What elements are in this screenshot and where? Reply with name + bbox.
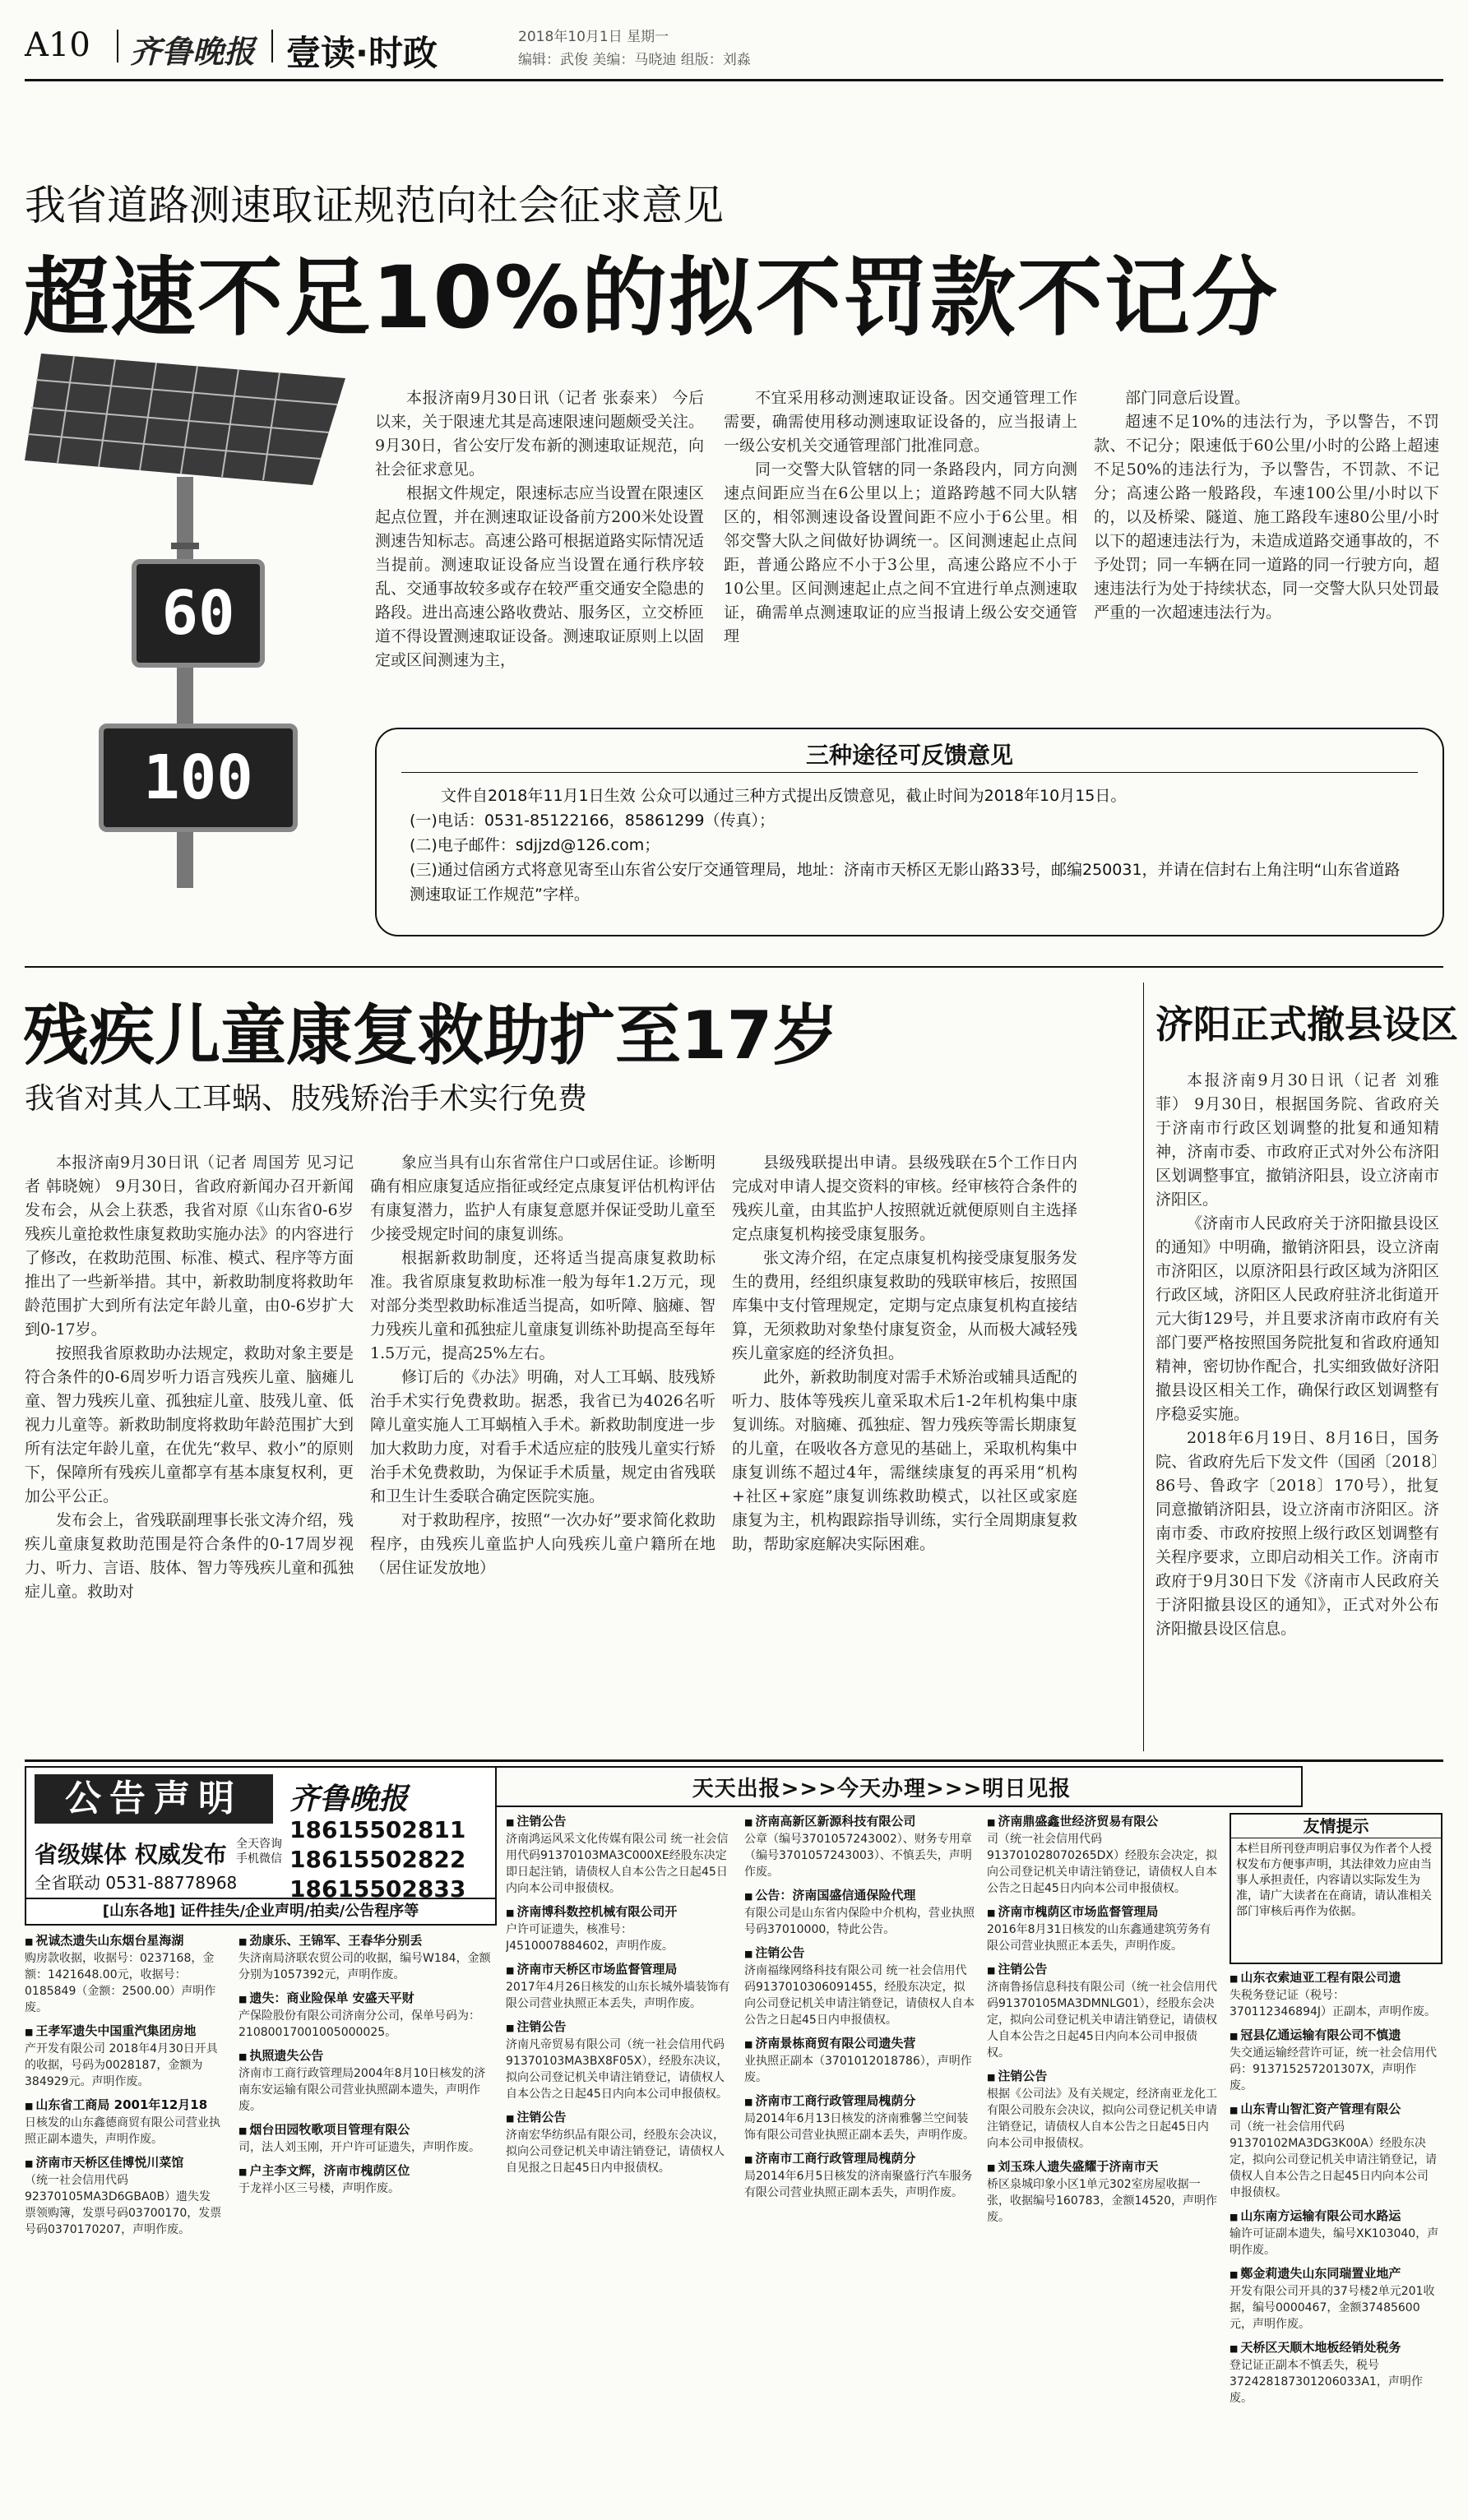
story1-paragraph: 部门同意后设置。 xyxy=(1125,389,1251,407)
ad-item: ■ 烟台田园牧歌项目管理有限公 司，法人刘玉刚，开户许可证遗失，声明作废。 xyxy=(238,2121,493,2156)
ad-item: ■ 执照遗失公告 济南市工商行政管理局2004年8月10日核发的济南东安运输有限公司营业执照副本遗失，声明作废。 xyxy=(238,2047,493,2115)
ad-item: ■ 户主李文辉，济南市槐荫区位 于龙祥小区三号楼，声明作废。 xyxy=(238,2162,493,2197)
section-rule-2 xyxy=(25,1759,1443,1762)
story3-column xyxy=(1155,1069,1439,1751)
feedback-letter: (三)通过信函方式将意见寄至山东省公安厅交通管理局，地址：济南市天桥区无影山路33号，邮编250031，并请在信封右上角注明“山东省道路测速取证工作规范”字样。 xyxy=(410,861,1401,904)
story2-column-2 xyxy=(370,1151,715,1747)
ad-item: ■ 济南市槐荫区市场监督管理局 2016年8月31日核发的山东鑫通建筑劳务有限公司营业执照正本丢失，声明作废。 xyxy=(987,1903,1217,1954)
ad-column-1 xyxy=(25,1932,222,2508)
notice-categories: [山东各地] 证件挂失/企业声明/拍卖/公告程序等 xyxy=(26,1898,495,1924)
story1-headline: 超速不足10%的拟不罚款不记分 xyxy=(23,247,1279,348)
story2-headline: 残疾儿童康复救助扩至17岁 xyxy=(23,997,839,1074)
feedback-box-body xyxy=(410,784,1410,907)
story1-paragraph: 超速不足10%的违法行为，予以警告，不罚款、不记分；限速低于60公里/小时的公路上超速不足50%的违法行为，予以警告，不罚款、不记分；高速公路一般路段，车速100公里/小时以下的，以及桥梁、隧道、施工路段车速80公里/小时以下的超速违法行为，未造成道路交通事故的，不予处罚；同一车辆在同一道路的同一行驶方向，超速违法行为处于持续状态，同一交警大队只处罚最严重的一次超速违法行为。 xyxy=(1094,413,1439,622)
ad-item: ■ 注销公告 济南鲁扬信息科技有限公司（统一社会信用代码91370105MA3DMNLG01），经股东会决定，拟向公司登记机关申请注销登记，请债权人自本公告之日起45日内向本公司申报债权。 xyxy=(987,1961,1217,2061)
story2-paragraph: 县级残联提出申请。县级残联在5个工作日内完成对申请人提交资料的审核。经审核符合条件的残疾儿童，由其监护人按照就近就便原则自主选择定点康复机构接受康复服务。 xyxy=(732,1154,1077,1243)
ad-column-2 xyxy=(238,1932,493,2508)
page-number: A10 xyxy=(25,26,90,64)
ad-item: ■ 济南高新区新源科技有限公司 公章（编号3701057243002）、财务专用章（编号3701057243003）、不慎丢失，声明作废。 xyxy=(744,1813,975,1880)
speed-sign-100 xyxy=(99,724,298,832)
ad-item: ■ 冠县亿通运输有限公司不慎遗 失交通运输经营许可证，统一社会信用代码：913715257201307X，声明作废。 xyxy=(1230,2027,1439,2094)
story2-paragraph: 按照我省原救助办法规定，救助对象主要是符合条件的0-6周岁听力语言残疾儿童、脑瘫儿童、智力残疾儿童、孤独症儿童、肢残儿童、低视力儿童等。新救助制度将救助年龄范围扩大到所有法定年龄儿童，在优先“救早、救小”的原则下，保障所有残疾儿童都享有基本康复权利，更加公平公正。 xyxy=(25,1344,354,1505)
ad-column-3 xyxy=(506,1813,732,2508)
ad-item: ■ 祝诚杰遗失山东烟台星海湖 购房款收据，收据号：0237168，金额：1421648.00元，收据号：0185849（金额：2500.00）声明作废。 xyxy=(25,1932,222,2016)
ad-item: ■ 鄭金莉遗失山东同瑞置业地产 开发有限公司开具的37号楼2单元201收据，编号0000467，金额37485600元，声明作废。 xyxy=(1230,2265,1439,2333)
story2-paragraph: 张文涛介绍，在定点康复机构接受康复服务发生的费用，经组织康复救助的残联审核后，按照国库集中支付管理规定，定期与定点康复机构直接结算，无须救助对象垫付康复资金，从而极大减轻残疾儿童家庭的经济负担。 xyxy=(732,1249,1077,1362)
story1-paragraph: 同一交警大队管辖的同一条路段内，同方向测速点间距应当在6公里以上；道路跨越不同大队辖区的，相邻测速设备设置间距不应小于6公里。相邻交警大队之间做好协调统一。区间测速起止点间距，普通公路应不小于3公里，高速公路应不小于10公里。区间测速起止点之间不宜进行单点测速取证，确需单点测速取证的应当报请上级公安交通管理 xyxy=(724,460,1077,645)
feedback-email: (二)电子邮件：sdjjzd@126.com； xyxy=(410,836,660,854)
issue-date: 2018年10月1日 星期一 xyxy=(518,29,669,45)
section-name: 壹读·时政 xyxy=(286,33,438,73)
story3-paragraph: 《济南市人民政府关于济阳撤县设区的通知》中明确，撤销济阳县，设立济南市济阳区，以原济阳县行政区域为济阳区行政区域，济阳区人民政府驻济北街道开元大街129号，并且要求济南市政府有关部门要严格按照国务院批复和省政府通知精神，密切协作配合，扎实细致做好济阳撤县设区相关工作，确保行政区划调整有序稳妥实施。 xyxy=(1155,1214,1439,1423)
ad-column-4 xyxy=(744,1813,975,2508)
story1-column-3 xyxy=(1094,386,1439,748)
story1-paragraph: 不宜采用移动测速取证设备。因交通管理工作需要，确需使用移动测速取证设备的，应当报请上一级公安机关交通管理部门批准同意。 xyxy=(724,389,1077,455)
notice-block xyxy=(25,1766,497,1926)
ad-item: ■ 公告：济南国盛信通保险代理 有限公司是山东省内保险中介机构，营业执照号码37010000，特此公告。 xyxy=(744,1887,975,1938)
notice-slogan: 省级媒体 权威发布 xyxy=(35,1841,227,1868)
ad-item: ■ 天桥区天顺木地板经销处税务 登记证正副本不慎丢失，税号372428187301206033A1，声明作废。 xyxy=(1230,2339,1439,2407)
ad-item: ■ 劲康乐、王锦军、王春华分别丢 失济南局济联农贸公司的收据，编号W184，金额分别为1057392元，声明作废。 xyxy=(238,1932,493,1983)
ad-item: ■ 注销公告 济南福缘网络科技有限公司 统一社会信用代码9137010306091455，经股东决定，拟向公司登记机关申请注销登记，请债权人自本公告之日起45日内申报债权。 xyxy=(744,1944,975,2028)
story1-column-2 xyxy=(724,386,1077,748)
notice-title: 公告声明 xyxy=(35,1774,273,1824)
friend-tip-title: 友情提示 xyxy=(1231,1815,1441,1838)
story2-column-1 xyxy=(25,1151,354,1747)
column-divider xyxy=(1143,983,1144,1751)
story2-paragraph: 发布会上，省残联副理事长张文涛介绍，残疾儿童康复救助范围是符合条件的0-17周岁视力、听力、言语、肢体、智力等残疾儿童和孤独症儿童。救助对 xyxy=(25,1511,354,1601)
masthead xyxy=(25,18,1443,76)
phone-list xyxy=(289,1815,465,1904)
ad-item: ■ 济南鼎盛鑫世经济贸易有限公 司（统一社会信用代码913701028070265DX）经股东会决定，拟向公司登记机关申请注销登记，请债权人自本公告之日起45日内向本公司申报债权。 xyxy=(987,1813,1217,1897)
ad-item: ■ 济南市天桥区佳博悦川菜馆 （统一社会信用代码92370105MA3D6GBA0B）遗失发票领购簿，发票号码03700170，发票号码0370170207，声明作废。 xyxy=(25,2154,222,2238)
ad-item: ■ 济南市工商行政管理局槐荫分 局2014年6月13日核发的济南雅馨兰空间装饰有限公司营业执照正副本丢失，声明作废。 xyxy=(744,2092,975,2143)
story2-paragraph: 此外，新救助制度对需手术矫治或辅具适配的听力、肢体等残疾儿童采取术后1-2年机构集中康复训练。对脑瘫、孤独症、智力残疾等需长期康复的儿童，在吸收各方意见的基础上，采取机构集中康复训练不超过4年，需继续康复的再采用“机构+社区+家庭”康复训练救助模式，以社区或家庭康复为主，机构跟踪指导训练，实行全周期康复救助，帮助家庭解决实际困难。 xyxy=(732,1368,1077,1553)
story2-paragraph: 对于救助程序，按照“一次办好”要求简化救助程序，由残疾儿童监护人向残疾儿童户籍所在地（居住证发放地） xyxy=(370,1511,715,1577)
ad-item: ■ 济南博科数控机械有限公司开 户许可证遗失，核准号：J4510007884602，声明作废。 xyxy=(506,1903,732,1954)
speed-sign-60-value: 60 xyxy=(161,578,235,649)
masthead-divider-2 xyxy=(271,30,273,62)
phone-number[interactable]: 18615502822 xyxy=(289,1846,466,1873)
feedback-phone: (一)电话：0531-85122166，85861299（传真）； xyxy=(410,811,775,830)
ad-item: ■ 注销公告 济南鸿运风采文化传媒有限公司 统一社会信用代码91370103MA3C000XE经股东决定即日起注销，请债权人自本公告之日起45日内向本公司申报债权。 xyxy=(506,1813,732,1897)
paper-logo: 齐鲁晚报 xyxy=(130,33,256,70)
story2-paragraph: 本报济南9月30日讯（记者 周国芳 见习记者 韩晓婉） 9月30日，省政府新闻办召开新闻发布会，从会上获悉，我省对原《山东省0-6岁残疾儿童抢救性康复救助实施办法》的内容进行了修改，在救助范围、标准、模式、程序等方面推出了一些新举措。其中，新救助制度将救助年龄范围扩大到所有法定年龄儿童，由0-6岁扩大到0-17岁。 xyxy=(25,1154,354,1339)
notice-contact: 全省联动 0531-88778968 xyxy=(35,1873,238,1893)
story3-headline: 济阳正式撤县设区 xyxy=(1155,1002,1458,1047)
ad-item: ■ 王孝军遗失中国重汽集团房地 产开发有限公司 2018年4月30日开具的收据，号码为0028187，金额为384929元。声明作废。 xyxy=(25,2023,222,2090)
friend-tip-text: 本栏目所刊登声明启事仅为作者个人授权发布方便事声明，其法律效力应由当事人承担责任，内容请以实际发生为准，请广大读者在在商请，请认准相关部门审核后再作为依据。 xyxy=(1236,1843,1432,1918)
friend-tip-box xyxy=(1230,1813,1443,1964)
ad-item: ■ 山东衣索迪亚工程有限公司遗 失税务登记证（税号：370112346894J）正副本，声明作废。 xyxy=(1230,1969,1439,2020)
masthead-rule xyxy=(25,79,1443,81)
speed-sign-100-value: 100 xyxy=(143,742,253,813)
phone-label: 全天咨询 手机微信 xyxy=(236,1838,282,1866)
story2-subhead: 我省对其人工耳蜗、肢残矫治手术实行免费 xyxy=(25,1082,588,1116)
ad-item: ■ 注销公告 济南宏华纺织品有限公司，经股东会决议，拟向公司登记机关申请注销登记，请债权人自见报之日起45日内申报债权。 xyxy=(506,2109,732,2176)
ad-column-6 xyxy=(1230,1969,1439,2508)
editor-credits: 编辑：武俊 美编：马晓迪 组版：刘淼 xyxy=(518,52,751,68)
speed-sign-60 xyxy=(132,559,265,668)
story2-paragraph: 修订后的《办法》明确，对人工耳蜗、肢残矫治手术实行免费救助。据悉，我省已为4026名听障儿童实施人工耳蜗植入手术。新救助制度进一步加大救助力度，对看手术适应症的肢残儿童实行矫治手术免费救助，为保证手术质量，规定由省残联和卫生计生委联合确定医院实施。 xyxy=(370,1368,715,1505)
ad-item: ■ 济南市工商行政管理局槐荫分 局2014年6月5日核发的济南聚盛行汽车服务有限公司营业执照正副本丢失，声明作废。 xyxy=(744,2150,975,2201)
ad-item: ■ 山东青山智汇资产管理有限公 司（统一社会信用代码91370102MA3DG3K00A）经股东决定，拟向公司登记机关申请注销登记，请债权人自本公告之日起45日内向本公司申报债权。 xyxy=(1230,2101,1439,2201)
masthead-divider xyxy=(117,30,118,62)
ads-banner xyxy=(461,1766,1303,1807)
phone-number[interactable]: 18615502811 xyxy=(289,1816,466,1843)
story2-paragraph: 根据新救助制度，还将适当提高康复救助标准。我省原康复救助标准一般为每年1.2万元，现对部分类型救助标准适当提高，如听障、脑瘫、智力残疾儿童和孤独症儿童康复训练补助提高至每年1.5万元，提高25%左右。 xyxy=(370,1249,715,1362)
story1-paragraph: 本报济南9月30日讯（记者 张泰来） 今后以来，关于限速尤其是高速限速问题颇受关注。9月30日，省公安厅发布新的测速取证规范，向社会征求意见。 xyxy=(375,389,704,479)
story3-paragraph: 本报济南9月30日讯（记者 刘雅菲） 9月30日，根据国务院、省政府关于济南市行政区划调整的批复和通知精神，济南市委、市政府正式对外公布济阳区划调整事宜，撤销济阳县，设立济南市济阳区。 xyxy=(1155,1071,1439,1209)
ads-banner-text: 天天出报>>>今天办理>>>明日见报 xyxy=(692,1776,1072,1801)
story2-column-3 xyxy=(732,1151,1077,1747)
feedback-intro: 文件自2018年11月1日生效 公众可以通过三种方式提出反馈意见，截止时间为2018年10月15日。 xyxy=(441,787,1127,805)
ad-item: ■ 山东南方运输有限公司水路运 输许可证副本遗失，编号XK103040，声明作废。 xyxy=(1230,2208,1439,2259)
ad-item: ■ 济南市天桥区市场监督管理局 2017年4月26日核发的山东长城外墙装饰有限公司营业执照正本丢失，声明作废。 xyxy=(506,1961,732,2012)
ad-item: ■ 济南景栋商贸有限公司遗失营 业执照正副本（3701012018786），声明作废。 xyxy=(744,2035,975,2086)
ad-item: ■ 山东省工商局 2001年12月18 日核发的山东鑫德商贸有限公司营业执照正副本遗失，声明作废。 xyxy=(25,2097,222,2148)
ad-item: ■ 注销公告 根据《公司法》及有关规定，经济南亚龙化工有限公司股东会决议，拟向公司登记机关申请注销登记，请债权人自本公告之日起45日内向本公司申报债权。 xyxy=(987,2068,1217,2152)
story1-kicker: 我省道路测速取证规范向社会征求意见 xyxy=(25,182,724,229)
story2-paragraph: 象应当具有山东省常住户口或居住证。诊断明确有相应康复适应指征或经定点康复评估机构评估有康复潜力，监护人有康复意愿并保证受助儿童至少接受规定时间的康复训练。 xyxy=(370,1154,715,1243)
story1-column-1 xyxy=(375,386,704,748)
notice-paper-logo: 齐鲁晚报 xyxy=(289,1782,409,1816)
ad-item: ■ 刘玉珠人遗失盛耀于济南市天 桥区泉城印象小区1单元302室房屋收据一张，收据编号160783，金额14520，声明作废。 xyxy=(987,2158,1217,2226)
feedback-box xyxy=(375,728,1444,936)
phone-number[interactable]: 18615502833 xyxy=(289,1875,466,1903)
ad-item: ■ 注销公告 济南凡帝贸易有限公司（统一社会信用代码91370103MA3BX8F05X），经股东决议，拟向公司登记机关申请注销登记，请债权人自本公告之日起45日内向本公司申报债权。 xyxy=(506,2018,732,2102)
feedback-box-divider xyxy=(401,772,1418,773)
story1-paragraph: 根据文件规定，限速标志应当设置在限速区起点位置，并在测速取证设备前方200米处设置测速告知标志。高速公路可根据道路实际情况适当提前。测速取证设备应当设置在通行秩序较乱、交通事故较多或存在较严重交通安全隐患的路段。进出高速公路收费站、服务区，立交桥匝道不得设置测速取证设备。测速取证原则上以固定或区间测速为主， xyxy=(375,484,704,669)
ad-item: ■ 遗失：商业险保单 安盛天平财 产保险股份有限公司济南分公司，保单号码为：21080017001005000025。 xyxy=(238,1990,493,2041)
section-rule-1 xyxy=(25,966,1443,968)
feedback-box-title: 三种途径可反馈意见 xyxy=(805,742,1013,769)
ad-column-5 xyxy=(987,1813,1217,2508)
story3-paragraph: 2018年6月19日、8月16日，国务院、省政府先后下发文件（国函〔2018〕86号、鲁政字〔2018〕170号），批复同意撤销济阳县，设立济南市济阳区。济南市委、市政府按照上级行政区划调整有关程序要求，立即启动相关工作。济南市政府于9月30日下发《济南市人民政府关于济阳撤县设区的通知》，正式对外公布济阳撤县设区信息。 xyxy=(1155,1429,1439,1638)
